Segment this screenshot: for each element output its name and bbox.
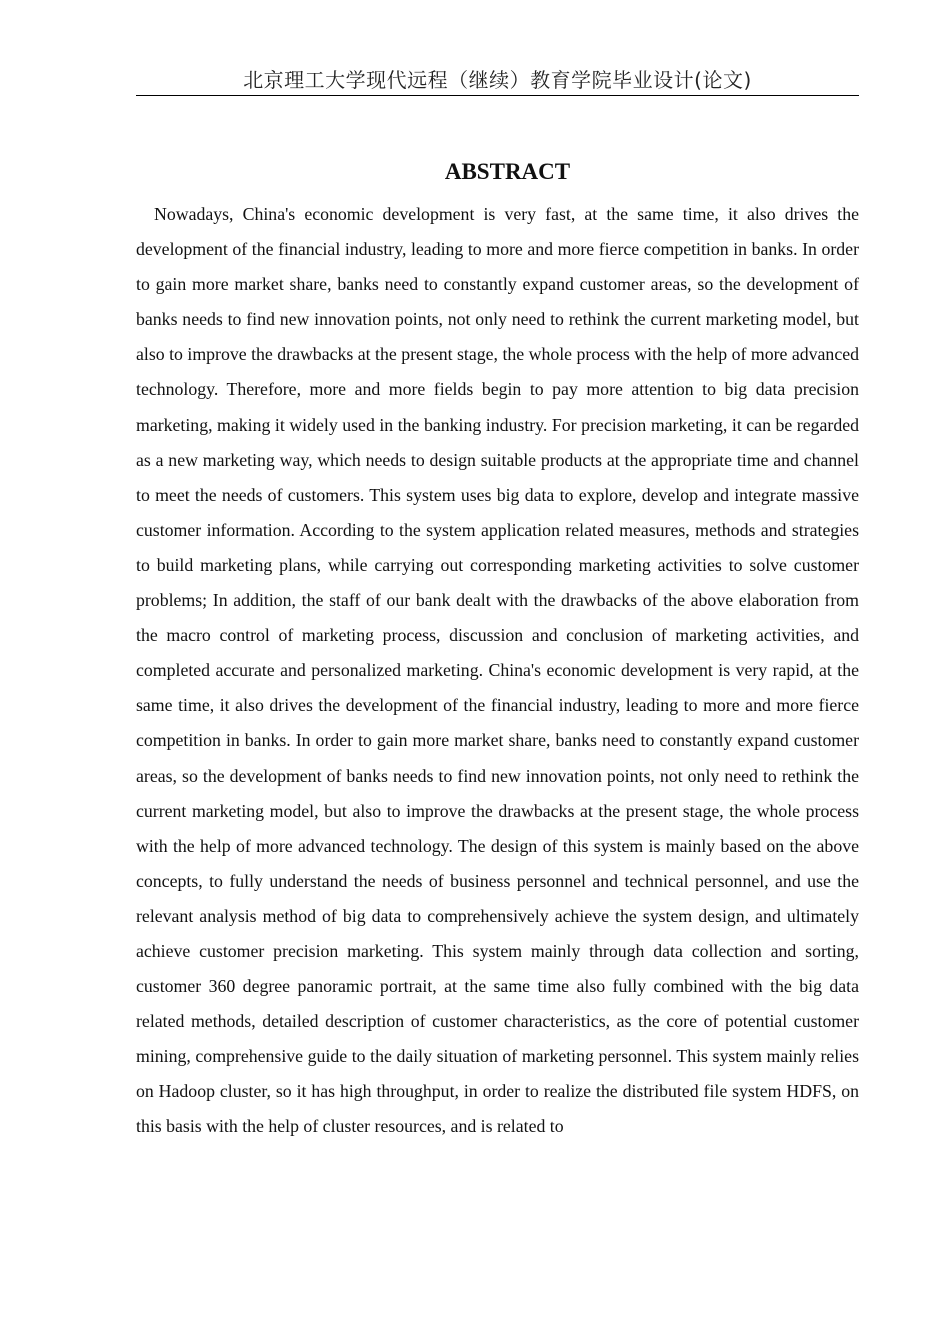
abstract-body: Nowadays, China's economic development is very fast, at the same time, it also drives the development of the financial industry, leading to more and more fierce competition in banks. In order to gain more market share, banks need to constantly expand customer areas, so the development of banks needs to find new innovation points, not only need to rethink the current marketing model, but also to improve the drawbacks at the present stage, the whole process with the help of more advanced technology. Therefore, more and more fields begin to pay more attention to big data precision marketing, making it widely used in the banking industry. For precision marketing, it can be regarded as a new marketing way, which needs to design suitable products at the appropriate time and channel to meet the needs of customers. This system uses big data to explore, develop and integrate massive customer information. According to the system application related measures, methods and strategies to build marketing plans, while carrying out corresponding marketing activities to solve customer problems; In addition, the staff of our bank dealt with the drawbacks of the above elaboration from the macro control of marketing process, discussion and conclusion of marketing activities, and completed accurate and personalized marketing. China's economic development is very rapid, at the same time, it also drives the development of the financial industry, leading to more and more fierce competition in banks. In order to gain more market share, banks need to constantly expand customer areas, so the development of banks needs to find new innovation points, not only need to rethink the current marketing model, but also to improve the drawbacks at the present stage, the whole process with the help of more advanced technology. The design of this system is mainly based on the above concepts, to fully understand the needs of business personnel and technical personnel, and use the relevant analysis method of big data to comprehensively achieve the system design, and ultimately achieve customer precision marketing. This system mainly through data collection and sorting, customer 360 degree panoramic portrait, at the same time also fully combined with the big data related methods, detailed description of customer characteristics, as the core of potential customer mining, comprehensive guide to the daily situation of marketing personnel. This system mainly relies on Hadoop cluster, so it has high throughput, in order to realize the distributed file system HDFS, on this basis with the help of cluster resources, and is related to (136, 204, 859, 1137)
page-header: 北京理工大学现代远程（继续）教育学院毕业设计(论文) (136, 66, 859, 96)
abstract-title: ABSTRACT (444, 159, 571, 184)
